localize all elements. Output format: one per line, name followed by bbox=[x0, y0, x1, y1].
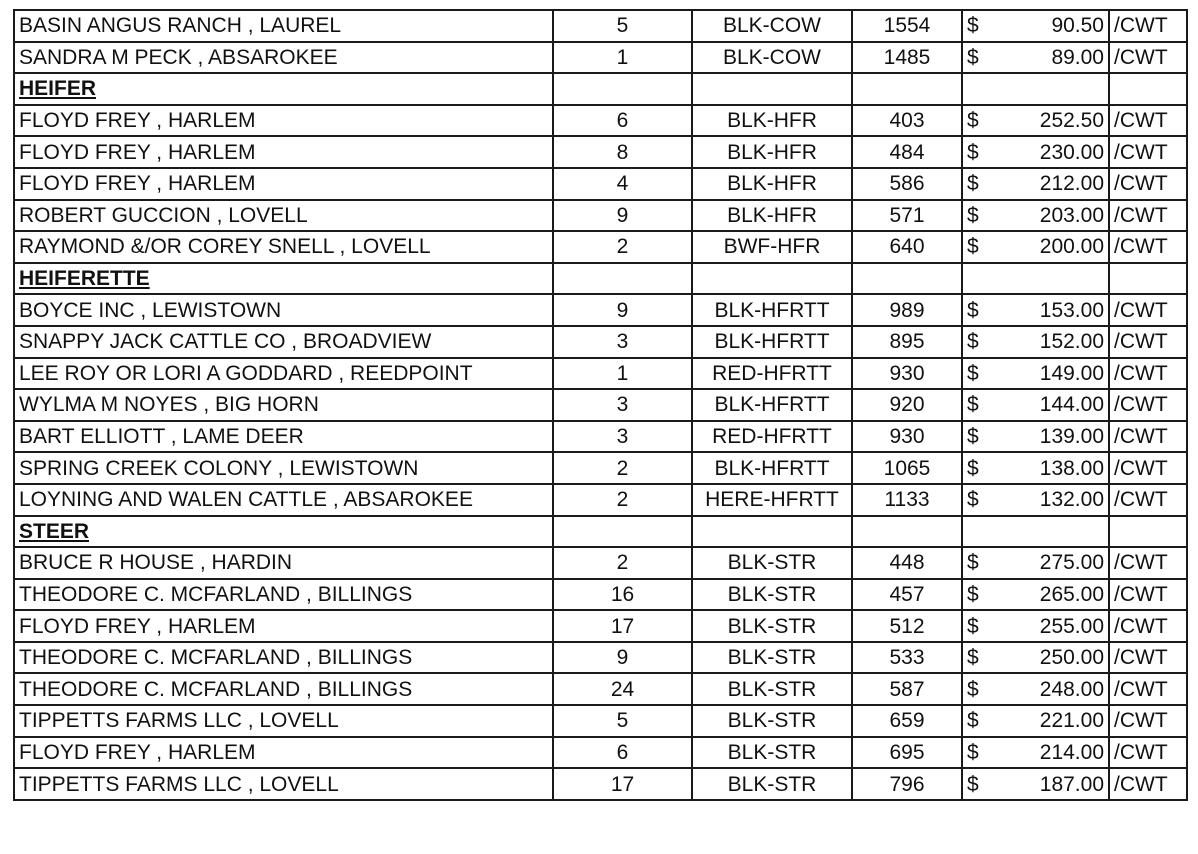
consignor-cell: BRUCE R HOUSE , HARDIN bbox=[14, 547, 553, 579]
empty-cell bbox=[962, 516, 1109, 548]
section-header-row bbox=[14, 263, 1187, 295]
currency-symbol: $ bbox=[967, 109, 979, 133]
price-amount: 230.00 bbox=[1039, 140, 1104, 164]
table-row bbox=[14, 10, 1187, 42]
weight-cell: 484 bbox=[852, 136, 962, 168]
head-count-cell: 5 bbox=[553, 10, 692, 42]
price-cell bbox=[962, 10, 1109, 42]
price-unit-cell: /CWT bbox=[1109, 610, 1187, 642]
price-unit-cell: /CWT bbox=[1109, 768, 1187, 800]
price-amount: 138.00 bbox=[1039, 456, 1104, 480]
price-cell bbox=[962, 452, 1109, 484]
section-label: STEER bbox=[19, 519, 90, 543]
table-row bbox=[14, 610, 1187, 642]
consignor-cell: BOYCE INC , LEWISTOWN bbox=[14, 294, 553, 326]
price-unit-cell: /CWT bbox=[1109, 42, 1187, 74]
empty-cell bbox=[553, 263, 692, 295]
currency-symbol: $ bbox=[967, 298, 979, 322]
weight-cell: 920 bbox=[852, 389, 962, 421]
price-amount: 203.00 bbox=[1039, 203, 1104, 227]
section-label: HEIFERETTE bbox=[19, 267, 150, 291]
price-amount: 200.00 bbox=[1039, 235, 1104, 259]
currency-symbol: $ bbox=[967, 772, 979, 796]
consignor-cell: BART ELLIOTT , LAME DEER bbox=[14, 421, 553, 453]
consignor-cell: SPRING CREEK COLONY , LEWISTOWN bbox=[14, 452, 553, 484]
head-count-cell: 9 bbox=[553, 200, 692, 232]
consignor-cell: SNAPPY JACK CATTLE CO , BROADVIEW bbox=[14, 326, 553, 358]
empty-cell bbox=[852, 73, 962, 105]
weight-cell: 457 bbox=[852, 579, 962, 611]
weight-cell: 1554 bbox=[852, 10, 962, 42]
consignor-cell: THEODORE C. MCFARLAND , BILLINGS bbox=[14, 579, 553, 611]
weight-cell: 1485 bbox=[852, 42, 962, 74]
weight-cell: 571 bbox=[852, 200, 962, 232]
price-amount: 212.00 bbox=[1039, 172, 1104, 196]
weight-cell: 586 bbox=[852, 168, 962, 200]
weight-cell: 1133 bbox=[852, 484, 962, 516]
weight-cell: 695 bbox=[852, 737, 962, 769]
price-unit-cell: /CWT bbox=[1109, 231, 1187, 263]
cattle-type-cell: BLK-HFRTT bbox=[692, 452, 852, 484]
price-unit-cell: /CWT bbox=[1109, 358, 1187, 390]
price-unit-cell: /CWT bbox=[1109, 484, 1187, 516]
head-count-cell: 1 bbox=[553, 358, 692, 390]
table-row bbox=[14, 452, 1187, 484]
weight-cell: 796 bbox=[852, 768, 962, 800]
price-cell bbox=[962, 168, 1109, 200]
table-row bbox=[14, 105, 1187, 137]
weight-cell: 403 bbox=[852, 105, 962, 137]
price-amount: 89.00 bbox=[1051, 45, 1104, 69]
consignor-cell: LOYNING AND WALEN CATTLE , ABSAROKEE bbox=[14, 484, 553, 516]
table-row bbox=[14, 737, 1187, 769]
empty-cell bbox=[1109, 516, 1187, 548]
table-row bbox=[14, 231, 1187, 263]
empty-cell bbox=[962, 73, 1109, 105]
weight-cell: 1065 bbox=[852, 452, 962, 484]
head-count-cell: 3 bbox=[553, 326, 692, 358]
table-row bbox=[14, 42, 1187, 74]
price-amount: 248.00 bbox=[1039, 677, 1104, 701]
empty-cell bbox=[553, 516, 692, 548]
price-cell bbox=[962, 136, 1109, 168]
price-amount: 265.00 bbox=[1039, 582, 1104, 606]
consignor-cell: BASIN ANGUS RANCH , LAUREL bbox=[14, 10, 553, 42]
price-cell bbox=[962, 768, 1109, 800]
consignor-cell: ROBERT GUCCION , LOVELL bbox=[14, 200, 553, 232]
table-row bbox=[14, 136, 1187, 168]
head-count-cell: 2 bbox=[553, 452, 692, 484]
weight-cell: 930 bbox=[852, 421, 962, 453]
head-count-cell: 2 bbox=[553, 547, 692, 579]
price-amount: 252.50 bbox=[1039, 109, 1104, 133]
empty-cell bbox=[553, 73, 692, 105]
currency-symbol: $ bbox=[967, 172, 979, 196]
weight-cell: 512 bbox=[852, 610, 962, 642]
price-cell bbox=[962, 231, 1109, 263]
head-count-cell: 3 bbox=[553, 389, 692, 421]
price-unit-cell: /CWT bbox=[1109, 421, 1187, 453]
price-unit-cell: /CWT bbox=[1109, 10, 1187, 42]
price-cell bbox=[962, 389, 1109, 421]
currency-symbol: $ bbox=[967, 709, 979, 733]
cattle-type-cell: BLK-HFRTT bbox=[692, 389, 852, 421]
head-count-cell: 1 bbox=[553, 42, 692, 74]
price-unit-cell: /CWT bbox=[1109, 452, 1187, 484]
price-unit-cell: /CWT bbox=[1109, 705, 1187, 737]
price-unit-cell: /CWT bbox=[1109, 389, 1187, 421]
head-count-cell: 4 bbox=[553, 168, 692, 200]
price-amount: 149.00 bbox=[1039, 361, 1104, 385]
weight-cell: 533 bbox=[852, 642, 962, 674]
price-cell bbox=[962, 421, 1109, 453]
consignor-cell: RAYMOND &/OR COREY SNELL , LOVELL bbox=[14, 231, 553, 263]
consignor-cell: FLOYD FREY , HARLEM bbox=[14, 105, 553, 137]
currency-symbol: $ bbox=[967, 361, 979, 385]
consignor-cell: FLOYD FREY , HARLEM bbox=[14, 737, 553, 769]
currency-symbol: $ bbox=[967, 582, 979, 606]
price-amount: 153.00 bbox=[1039, 298, 1104, 322]
price-unit-cell: /CWT bbox=[1109, 200, 1187, 232]
table-row bbox=[14, 326, 1187, 358]
head-count-cell: 16 bbox=[553, 579, 692, 611]
cattle-type-cell: BLK-STR bbox=[692, 642, 852, 674]
currency-symbol: $ bbox=[967, 140, 979, 164]
consignor-cell: THEODORE C. MCFARLAND , BILLINGS bbox=[14, 642, 553, 674]
empty-cell bbox=[852, 516, 962, 548]
cattle-type-cell: BLK-STR bbox=[692, 705, 852, 737]
cattle-type-cell: BLK-COW bbox=[692, 42, 852, 74]
consignor-cell: FLOYD FREY , HARLEM bbox=[14, 610, 553, 642]
price-unit-cell: /CWT bbox=[1109, 105, 1187, 137]
weight-cell: 448 bbox=[852, 547, 962, 579]
cattle-type-cell: BLK-HFR bbox=[692, 200, 852, 232]
weight-cell: 989 bbox=[852, 294, 962, 326]
price-cell bbox=[962, 326, 1109, 358]
currency-symbol: $ bbox=[967, 425, 979, 449]
weight-cell: 659 bbox=[852, 705, 962, 737]
table-row bbox=[14, 705, 1187, 737]
head-count-cell: 9 bbox=[553, 642, 692, 674]
head-count-cell: 24 bbox=[553, 673, 692, 705]
table-body bbox=[14, 10, 1187, 800]
currency-symbol: $ bbox=[967, 488, 979, 512]
price-cell bbox=[962, 737, 1109, 769]
price-unit-cell: /CWT bbox=[1109, 326, 1187, 358]
currency-symbol: $ bbox=[967, 45, 979, 69]
table-row bbox=[14, 168, 1187, 200]
weight-cell: 930 bbox=[852, 358, 962, 390]
price-cell bbox=[962, 42, 1109, 74]
price-unit-cell: /CWT bbox=[1109, 737, 1187, 769]
currency-symbol: $ bbox=[967, 646, 979, 670]
currency-symbol: $ bbox=[967, 740, 979, 764]
head-count-cell: 17 bbox=[553, 768, 692, 800]
cattle-type-cell: RED-HFRTT bbox=[692, 421, 852, 453]
cattle-type-cell: BLK-STR bbox=[692, 768, 852, 800]
section-header-row bbox=[14, 73, 1187, 105]
price-amount: 214.00 bbox=[1039, 740, 1104, 764]
price-cell bbox=[962, 484, 1109, 516]
price-amount: 139.00 bbox=[1039, 425, 1104, 449]
price-cell bbox=[962, 579, 1109, 611]
cattle-type-cell: BLK-STR bbox=[692, 547, 852, 579]
table-row bbox=[14, 389, 1187, 421]
cattle-type-cell: BLK-STR bbox=[692, 610, 852, 642]
empty-cell bbox=[1109, 263, 1187, 295]
consignor-cell: SANDRA M PECK , ABSAROKEE bbox=[14, 42, 553, 74]
currency-symbol: $ bbox=[967, 330, 979, 354]
empty-cell bbox=[962, 263, 1109, 295]
cattle-type-cell: BLK-STR bbox=[692, 579, 852, 611]
currency-symbol: $ bbox=[967, 456, 979, 480]
price-unit-cell: /CWT bbox=[1109, 579, 1187, 611]
price-unit-cell: /CWT bbox=[1109, 673, 1187, 705]
cattle-type-cell: HERE-HFRTT bbox=[692, 484, 852, 516]
price-cell bbox=[962, 200, 1109, 232]
head-count-cell: 3 bbox=[553, 421, 692, 453]
consignor-cell: TIPPETTS FARMS LLC , LOVELL bbox=[14, 768, 553, 800]
currency-symbol: $ bbox=[967, 614, 979, 638]
price-amount: 132.00 bbox=[1039, 488, 1104, 512]
consignor-cell: FLOYD FREY , HARLEM bbox=[14, 136, 553, 168]
table-row bbox=[14, 642, 1187, 674]
price-cell bbox=[962, 105, 1109, 137]
section-cell bbox=[14, 73, 553, 105]
consignor-cell: WYLMA M NOYES , BIG HORN bbox=[14, 389, 553, 421]
price-cell bbox=[962, 610, 1109, 642]
price-amount: 90.50 bbox=[1051, 14, 1104, 38]
price-unit-cell: /CWT bbox=[1109, 642, 1187, 674]
head-count-cell: 8 bbox=[553, 136, 692, 168]
table-row bbox=[14, 484, 1187, 516]
price-cell bbox=[962, 705, 1109, 737]
price-cell bbox=[962, 547, 1109, 579]
price-unit-cell: /CWT bbox=[1109, 294, 1187, 326]
currency-symbol: $ bbox=[967, 393, 979, 417]
empty-cell bbox=[692, 516, 852, 548]
cattle-type-cell: BLK-COW bbox=[692, 10, 852, 42]
table-row bbox=[14, 673, 1187, 705]
price-cell bbox=[962, 358, 1109, 390]
price-amount: 221.00 bbox=[1039, 709, 1104, 733]
table-row bbox=[14, 547, 1187, 579]
section-cell bbox=[14, 263, 553, 295]
cattle-type-cell: RED-HFRTT bbox=[692, 358, 852, 390]
price-amount: 255.00 bbox=[1039, 614, 1104, 638]
consignor-cell: LEE ROY OR LORI A GODDARD , REEDPOINT bbox=[14, 358, 553, 390]
price-amount: 250.00 bbox=[1039, 646, 1104, 670]
section-header-row bbox=[14, 516, 1187, 548]
price-amount: 144.00 bbox=[1039, 393, 1104, 417]
cattle-type-cell: BLK-HFRTT bbox=[692, 326, 852, 358]
price-amount: 187.00 bbox=[1039, 772, 1104, 796]
consignor-cell: FLOYD FREY , HARLEM bbox=[14, 168, 553, 200]
price-unit-cell: /CWT bbox=[1109, 136, 1187, 168]
table-row bbox=[14, 421, 1187, 453]
cattle-type-cell: BLK-STR bbox=[692, 737, 852, 769]
currency-symbol: $ bbox=[967, 14, 979, 38]
head-count-cell: 9 bbox=[553, 294, 692, 326]
cattle-type-cell: BLK-HFR bbox=[692, 136, 852, 168]
section-label: HEIFER bbox=[19, 77, 97, 101]
empty-cell bbox=[1109, 73, 1187, 105]
head-count-cell: 5 bbox=[553, 705, 692, 737]
weight-cell: 640 bbox=[852, 231, 962, 263]
consignor-cell: THEODORE C. MCFARLAND , BILLINGS bbox=[14, 673, 553, 705]
currency-symbol: $ bbox=[967, 551, 979, 575]
cattle-type-cell: BLK-HFR bbox=[692, 168, 852, 200]
head-count-cell: 17 bbox=[553, 610, 692, 642]
table-row bbox=[14, 358, 1187, 390]
weight-cell: 587 bbox=[852, 673, 962, 705]
cattle-type-cell: BLK-HFRTT bbox=[692, 294, 852, 326]
weight-cell: 895 bbox=[852, 326, 962, 358]
head-count-cell: 6 bbox=[553, 105, 692, 137]
empty-cell bbox=[692, 263, 852, 295]
sale-results-table bbox=[13, 9, 1188, 801]
empty-cell bbox=[852, 263, 962, 295]
table-row bbox=[14, 768, 1187, 800]
cattle-type-cell: BLK-HFR bbox=[692, 105, 852, 137]
price-cell bbox=[962, 673, 1109, 705]
section-cell bbox=[14, 516, 553, 548]
currency-symbol: $ bbox=[967, 677, 979, 701]
head-count-cell: 6 bbox=[553, 737, 692, 769]
cattle-type-cell: BLK-STR bbox=[692, 673, 852, 705]
price-cell bbox=[962, 642, 1109, 674]
head-count-cell: 2 bbox=[553, 484, 692, 516]
consignor-cell: TIPPETTS FARMS LLC , LOVELL bbox=[14, 705, 553, 737]
price-amount: 152.00 bbox=[1039, 330, 1104, 354]
table-row bbox=[14, 294, 1187, 326]
table-row bbox=[14, 579, 1187, 611]
currency-symbol: $ bbox=[967, 203, 979, 227]
price-amount: 275.00 bbox=[1039, 551, 1104, 575]
empty-cell bbox=[692, 73, 852, 105]
head-count-cell: 2 bbox=[553, 231, 692, 263]
price-unit-cell: /CWT bbox=[1109, 168, 1187, 200]
price-cell bbox=[962, 294, 1109, 326]
cattle-type-cell: BWF-HFR bbox=[692, 231, 852, 263]
price-unit-cell: /CWT bbox=[1109, 547, 1187, 579]
currency-symbol: $ bbox=[967, 235, 979, 259]
table-row bbox=[14, 200, 1187, 232]
